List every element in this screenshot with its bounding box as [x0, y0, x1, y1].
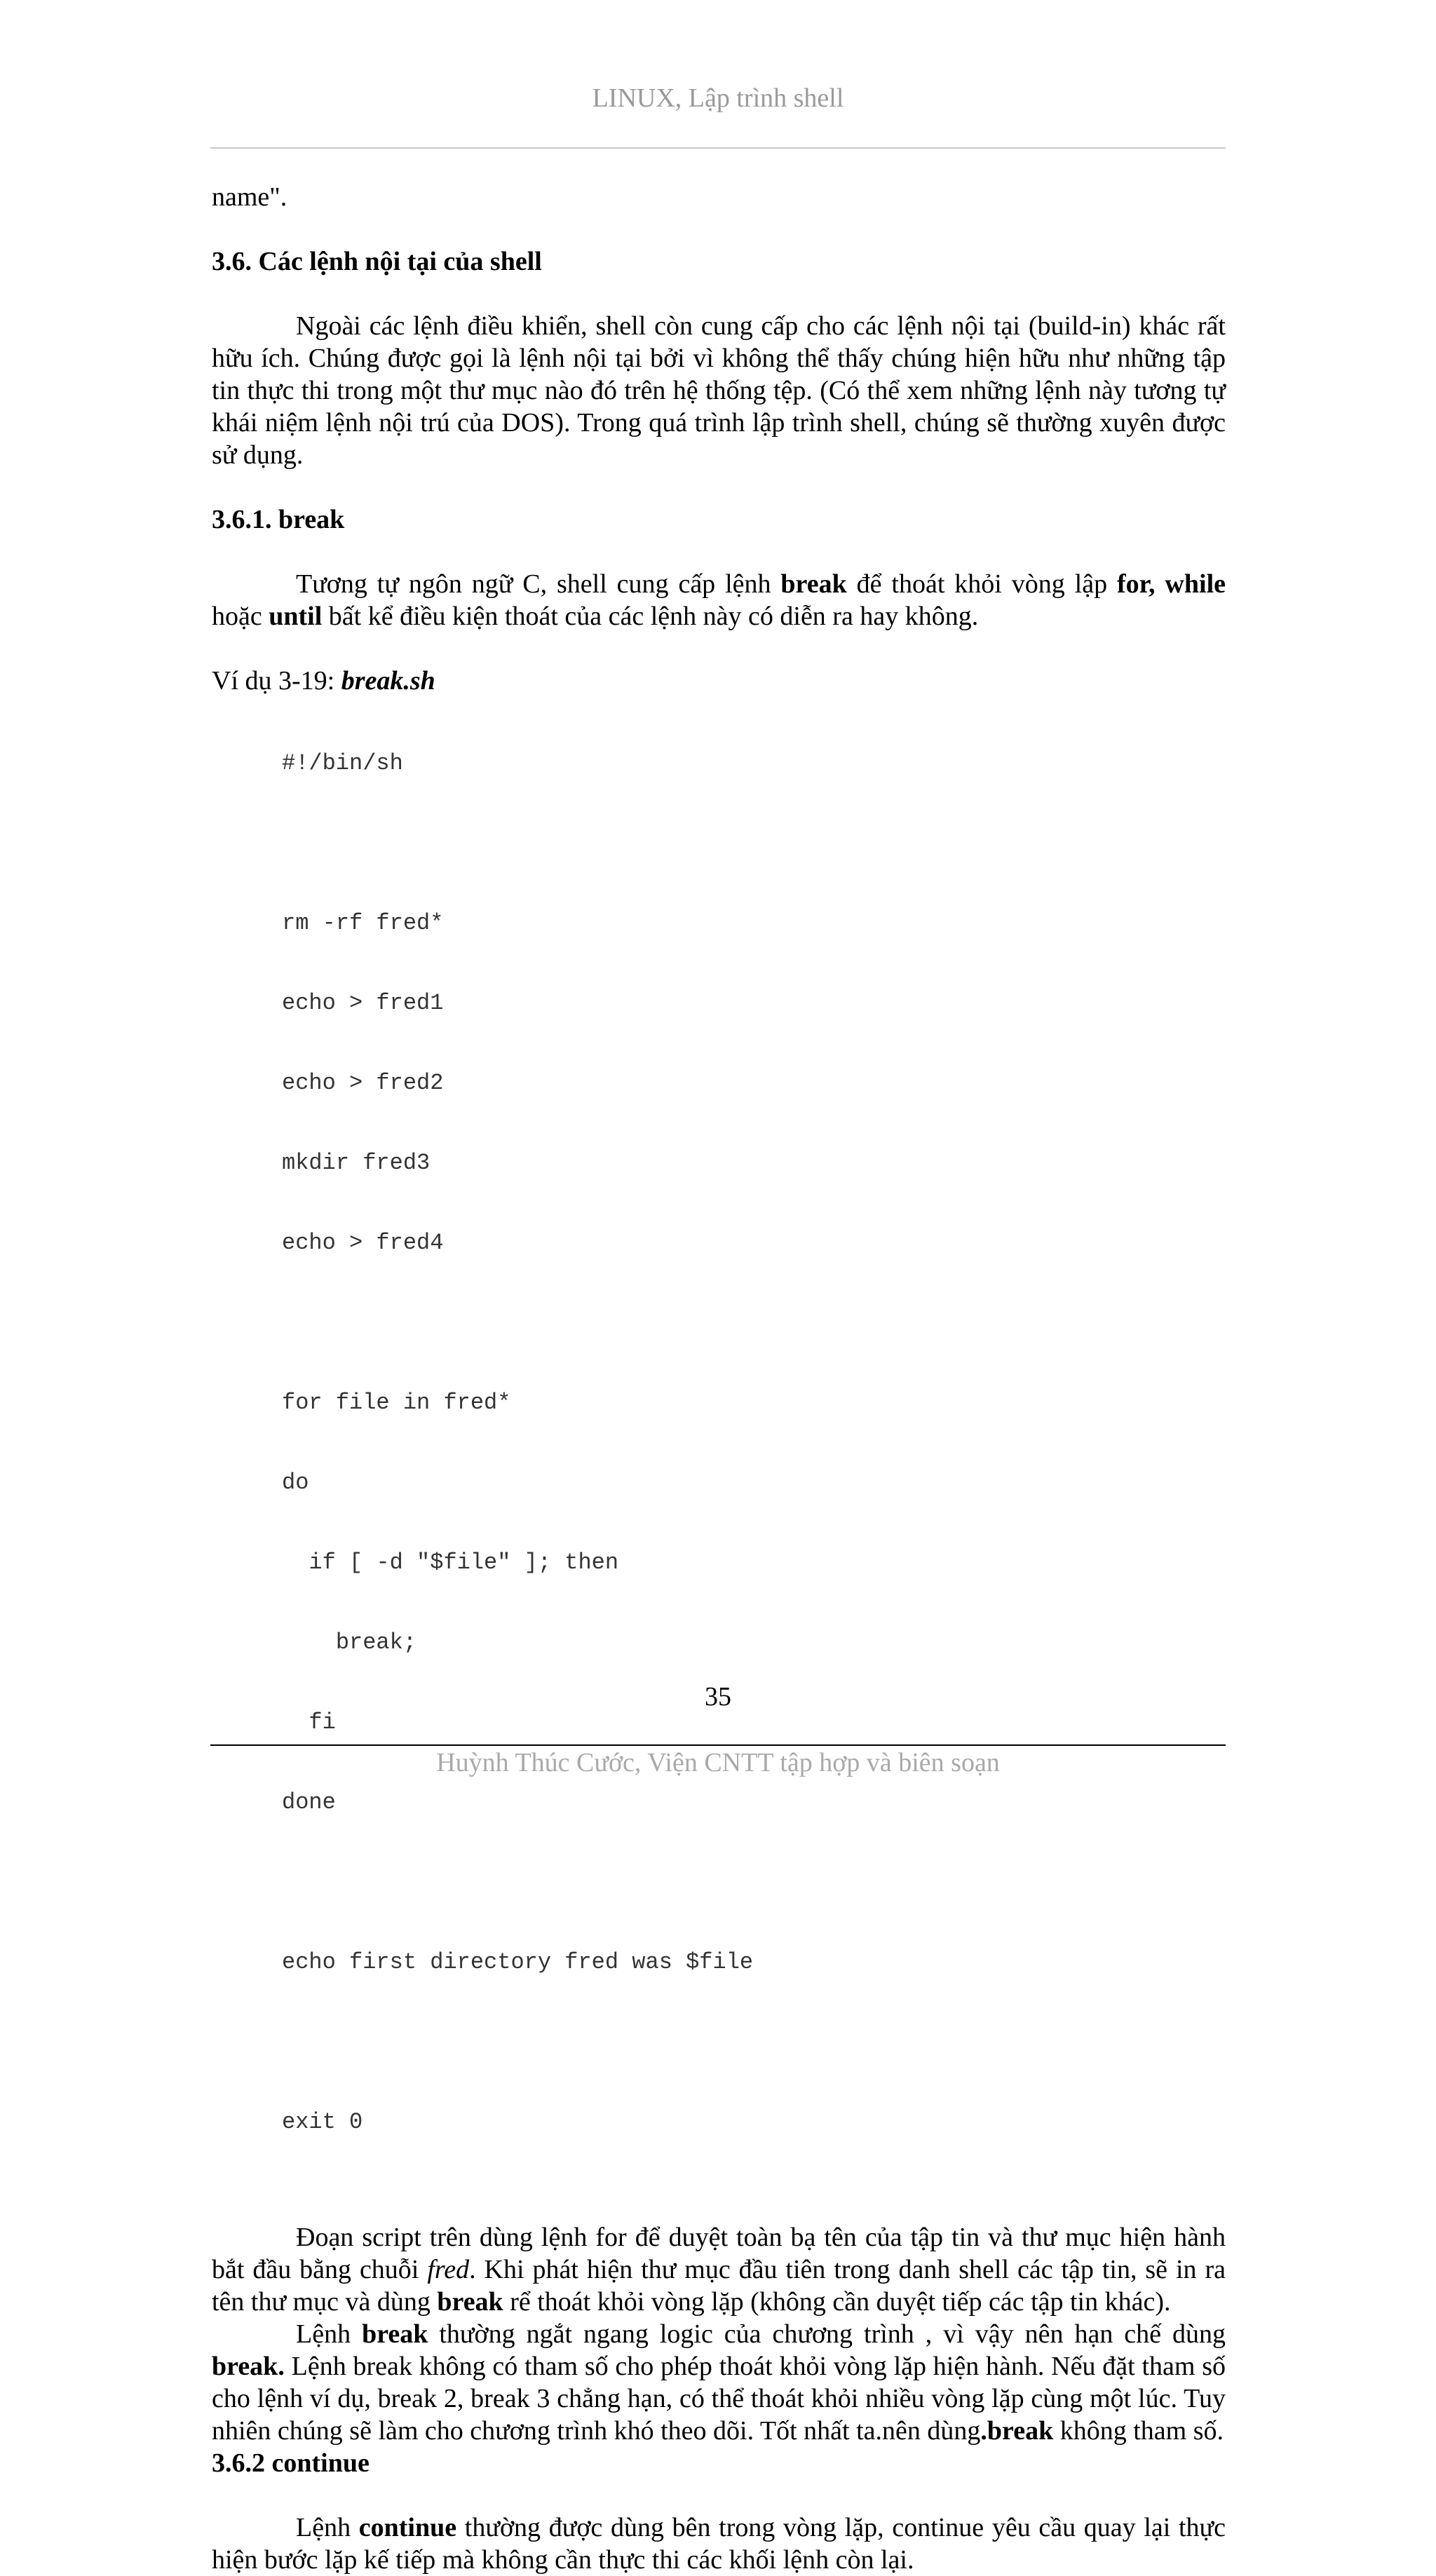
code-line: rm -rf fred* — [282, 910, 444, 936]
code-line — [282, 2029, 1226, 2056]
code-line: echo > fred4 — [282, 1230, 444, 1256]
code-line: done — [282, 1789, 336, 1815]
intro-fragment: name". — [212, 182, 287, 212]
section-heading-3-6-1: 3.6.1. break — [212, 505, 345, 534]
break-usage-paragraph: Lệnh break thường ngắt ngang logic của chương trình , vì vậy nên hạn chế dùng break. Lệnh break không có tham số cho phép thoát khỏi vòng lặp hiện hành. Nếu đặt tham số cho lệnh ví dụ, break 2, break 3 chẳng hạn, có thể thoát khỏi nhiều vòng lặp cùng một lúc. Tuy nhiên chúng sẽ làm cho chương trình khó theo dõi. Tốt nhất ta.nên dùng.break không tham số. — [212, 2319, 1226, 2446]
code-line: fi — [282, 1709, 336, 1735]
running-footer: Huỳnh Thúc Cước, Viện CNTT tập hợp và biên soạn — [436, 1748, 1000, 1777]
code-line: #!/bin/sh — [282, 750, 403, 776]
header-rule — [210, 147, 1226, 149]
page-number: 35 — [705, 1682, 731, 1711]
section-heading-3-6: 3.6. Các lệnh nội tại của shell — [212, 247, 542, 276]
code-line — [282, 830, 1226, 857]
code-line — [282, 1869, 1226, 1896]
code-line: exit 0 — [282, 2109, 363, 2135]
footer-rule — [210, 1744, 1226, 1746]
break-explanation-paragraph: Đoạn script trên dùng lệnh for để duyệt toàn bạ tên của tập tin và thư mục hiện hành bắt đầu bằng chuỗi fred. Khi phát hiện thư mục đầu tiên trong danh shell các tập tin, sẽ in ra tên thư mục và dùng break rể thoát khỏi vòng lặp (không cần duyệt tiếp các tập tin khác). — [212, 2223, 1226, 2317]
section-heading-3-6-2: 3.6.2 continue — [212, 2448, 370, 2478]
code-line: if [ -d "$file" ]; then — [282, 1550, 619, 1575]
example-caption: Ví dụ 3-19: break.sh — [212, 666, 435, 696]
code-line: echo > fred1 — [282, 990, 444, 1016]
break-intro-paragraph: Tương tự ngôn ngữ C, shell cung cấp lệnh break để thoát khỏi vòng lập for, while hoặc until bất kể điều kiện thoát của các lệnh này có diễn ra hay không. — [212, 569, 1226, 631]
code-line: echo > fred2 — [282, 1070, 444, 1096]
running-header: LINUX, Lập trình shell — [592, 83, 844, 113]
code-line: mkdir fred3 — [282, 1150, 431, 1176]
code-block — [212, 697, 1226, 2189]
code-line: echo first directory fred was $file — [282, 1949, 754, 1975]
example-filename: break.sh — [341, 666, 435, 696]
page-content — [212, 181, 1226, 2576]
code-line — [282, 1310, 1226, 1336]
code-line: for file in fred* — [282, 1390, 511, 1416]
section-3-6-paragraph: Ngoài các lệnh điều khiển, shell còn cung cấp cho các lệnh nội tại (build-in) khác rất hữu ích. Chúng được gọi là lệnh nội tại bởi vì không thể thấy chúng hiện hữu như những tập tin thực thi trong một thư mục nào đó trên hệ thống tệp. (Có thể xem những lệnh này tương tự khái niệm lệnh nội trú của DOS). Trong quá trình lập trình shell, chúng sẽ thường xuyên được sử dụng. — [212, 311, 1226, 470]
code-line: do — [282, 1470, 309, 1496]
continue-paragraph: Lệnh continue thường được dùng bên trong vòng lặp, continue yêu cầu quay lại thực hiện bước lặp kế tiếp mà không cần thực thi các khối lệnh còn lại. — [212, 2513, 1226, 2575]
code-line: break; — [282, 1629, 417, 1655]
